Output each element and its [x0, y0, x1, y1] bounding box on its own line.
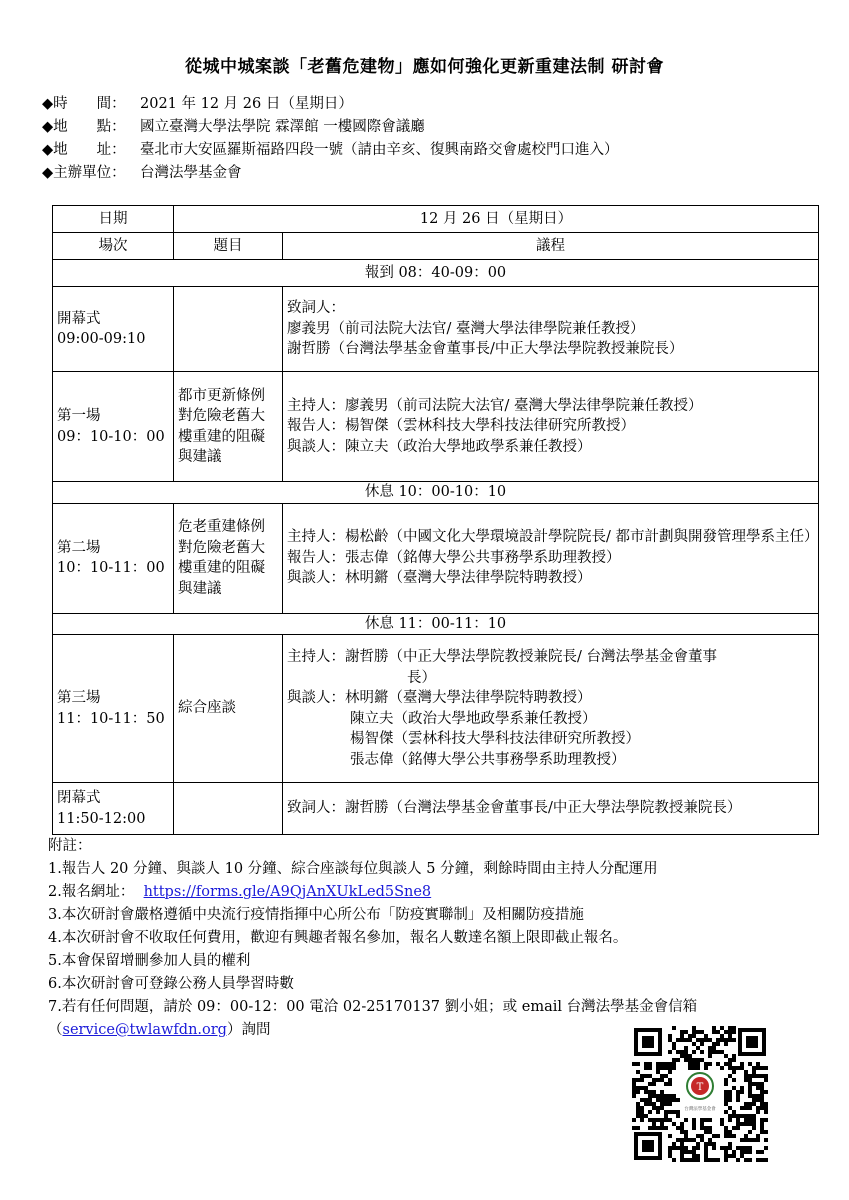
finder-bottom-left	[634, 1132, 662, 1160]
notes	[48, 835, 828, 1042]
break-row: 休息 11：00-11：10	[53, 613, 819, 635]
agenda-cell: 主持人：楊松齡（中國文化大學環境設計學院院長/ 都市計劃與開發管理學系主任） 報告人：張志偉（銘傳大學公共事務學系助理教授） 與談人：林明鏘（臺灣大學法律學院特聘教授）	[283, 503, 819, 613]
info-time: ◆時 間： 2021 年 12 月 26 日（星期日）	[42, 96, 353, 112]
date-label: 日期	[53, 206, 174, 233]
note-item: 5.本會保留增刪參加人員的權利	[48, 953, 251, 969]
header-agenda: 議程	[283, 233, 819, 260]
date-value: 12 月 26 日（星期日）	[174, 206, 819, 233]
svg-text:台灣法學基金會: 台灣法學基金會	[684, 1107, 716, 1112]
note-item: 3.本次研討會嚴格遵循中央流行疫情指揮中心所公布「防疫實聯制」及相關防疫措施	[48, 907, 584, 923]
header-session: 場次	[53, 233, 174, 260]
email-link[interactable]: service@twlawfdn.org	[62, 1022, 227, 1038]
table-row	[53, 287, 819, 372]
break-row: 休息 10：00-10：10	[53, 482, 819, 504]
page-title: 從城中城案談「老舊危建物」應如何強化更新重建法制 研討會	[185, 57, 664, 77]
notes-heading: 附註：	[48, 838, 92, 854]
table-row	[53, 503, 819, 613]
note-item: 1.報告人 20 分鐘、與談人 10 分鐘、綜合座談每位與談人 5 分鐘，剩餘時間由主持人分配運用	[48, 861, 658, 877]
table-row	[53, 635, 819, 783]
table-row	[53, 613, 819, 635]
note-item: （service@twlawfdn.org）詢問	[48, 1022, 271, 1038]
registration-row: 報到 08：40-09：00	[53, 260, 819, 287]
foundation-logo-icon	[682, 1070, 718, 1114]
table-row	[53, 482, 819, 504]
agenda-cell: 主持人：廖義男（前司法院大法官/ 臺灣大學法律學院兼任教授） 報告人：楊智傑（雲林科技大學科技法律研究所教授） 與談人：陳立夫（政治大學地政學系兼任教授）	[283, 372, 819, 482]
table-row	[53, 783, 819, 835]
table-row	[53, 372, 819, 482]
info-address: ◆地 址： 臺北市大安區羅斯福路四段一號（請由辛亥、復興南路交會處校門口進入）	[42, 142, 619, 158]
topic-cell	[174, 287, 283, 372]
note-item: 6.本次研討會可登錄公務人員學習時數	[48, 976, 294, 992]
svg-text:T: T	[696, 1082, 704, 1093]
event-info	[42, 93, 619, 185]
topic-cell: 都市更新條例對危險老舊大樓重建的阻礙與建議	[174, 372, 283, 482]
header-topic: 題目	[174, 233, 283, 260]
registration-link[interactable]: https://forms.gle/A9QjAnXUkLed5Sne8	[143, 884, 432, 900]
topic-cell: 綜合座談	[174, 635, 283, 783]
note-item: 7.若有任何問題，請於 09：00-12：00 電洽 02-25170137 劉小姐；或 email 台灣法學基金會信箱	[48, 999, 698, 1015]
note-item: 2.報名網址： https://forms.gle/A9QjAnXUkLed5Sne8	[48, 884, 432, 900]
agenda-cell: 致詞人： 廖義男（前司法院大法官/ 臺灣大學法律學院兼任教授） 謝哲勝（台灣法學基金會董事長/中正大學法學院教授兼院長）	[283, 287, 819, 372]
table-row	[53, 206, 819, 233]
session-cell: 第一場 09：10-10：00	[53, 372, 174, 482]
table-header-row	[53, 233, 819, 260]
table-row	[53, 260, 819, 287]
session-cell: 閉幕式 11:50-12:00	[53, 783, 174, 835]
session-cell: 第二場 10：10-11：00	[53, 503, 174, 613]
schedule-table	[52, 205, 819, 835]
finder-top-right	[738, 1028, 766, 1056]
info-organizer: ◆主辦單位： 台灣法學基金會	[42, 165, 242, 181]
session-cell: 第三場 11：10-11：50	[53, 635, 174, 783]
note-item: 4.本次研討會不收取任何費用，歡迎有興趣者報名參加，報名人數達名額上限即截止報名。	[48, 930, 628, 946]
agenda-cell: 主持人：謝哲勝（中正大學法學院教授兼院長/ 台灣法學基金會董事 長） 與談人：林明鏘（臺灣大學法律學院特聘教授） 陳立夫（政治大學地政學系兼任教授） 楊智傑（雲林科技大學科技法律研究所教授） 張志偉（銘傳大學公共事務學系助理教授）	[283, 635, 819, 783]
qr-code	[632, 1026, 768, 1162]
topic-cell	[174, 783, 283, 835]
topic-cell: 危老重建條例對危險老舊大樓重建的阻礙與建議	[174, 503, 283, 613]
info-venue: ◆地 點： 國立臺灣大學法學院 霖澤館 一樓國際會議廳	[42, 119, 425, 135]
finder-top-left	[634, 1028, 662, 1056]
agenda-cell: 致詞人：謝哲勝（台灣法學基金會董事長/中正大學法學院教授兼院長）	[283, 783, 819, 835]
session-cell: 開幕式 09:00-09:10	[53, 287, 174, 372]
